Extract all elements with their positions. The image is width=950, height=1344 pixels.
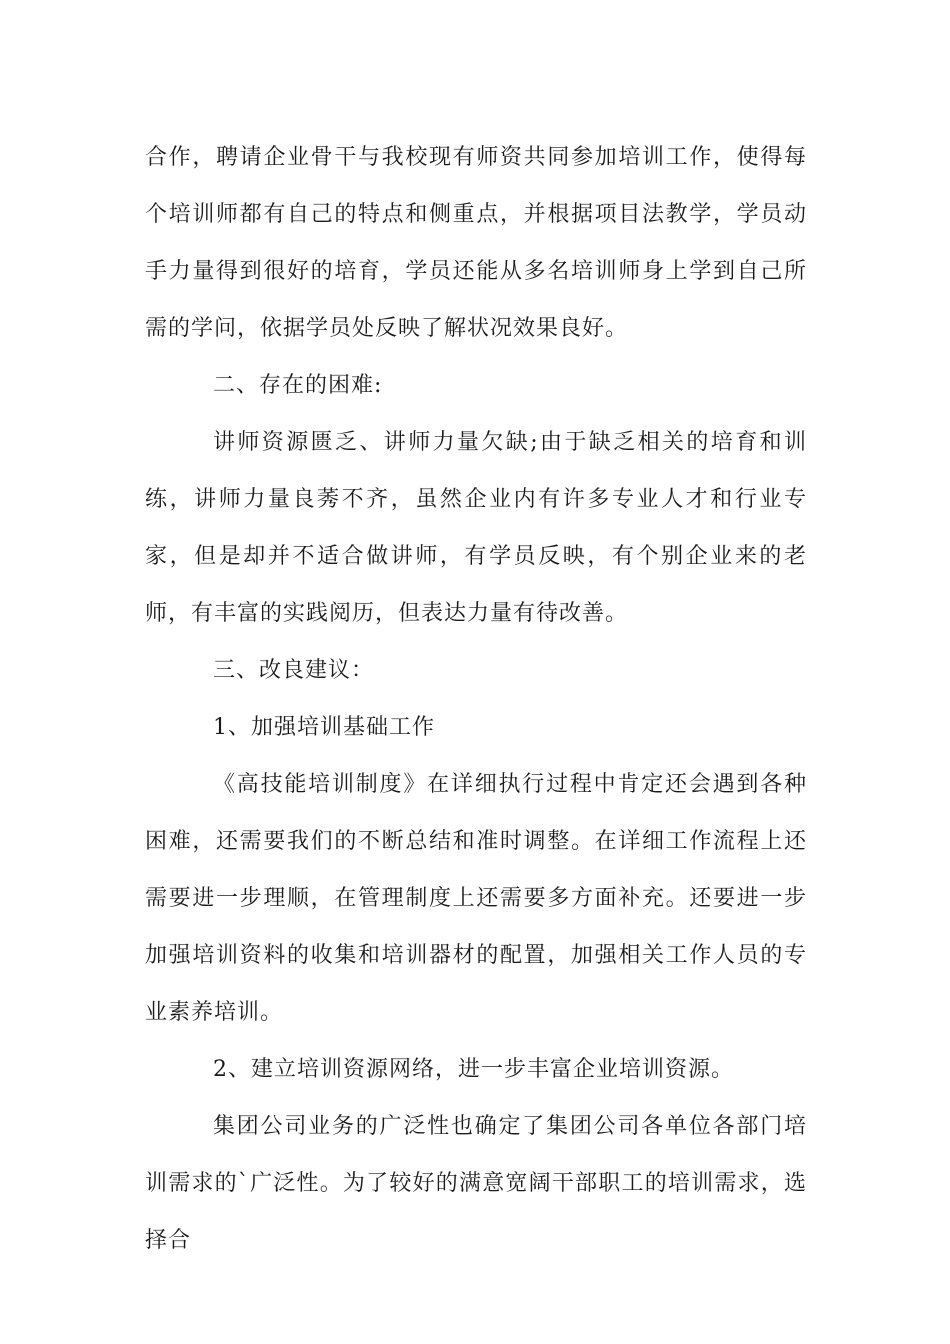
paragraph-cooperation: 合作，聘请企业骨干与我校现有师资共同参加培训工作，使得每个培训师都有自己的特点和侧重点，并根据项目法教学，学员动手力量得到很好的培育，学员还能从多名培训师身上学到自己所需的学问，依据学员处反映了解状况效果良好。 <box>145 145 807 341</box>
document-body <box>145 129 807 1269</box>
heading-difficulties: 二、存在的困难: <box>213 373 383 398</box>
heading-suggestions: 三、改良建议： <box>213 658 375 683</box>
subheading-strengthen-basics: 1、加强培训基础工作 <box>213 715 435 740</box>
subheading-resource-network: 2、建立培训资源网络，进一步丰富企业培训资源。 <box>213 1057 734 1082</box>
paragraph-training-system: 《高技能培训制度》在详细执行过程中肯定还会遇到各种困难，还需要我们的不断总结和准时调整。在详细工作流程上还需要进一步理顺，在管理制度上还需要多方面补充。还要进一步加强培训资料的收集和培训器材的配置，加强相关工作人员的专业素养培训。 <box>145 772 807 1025</box>
paragraph-difficulties: 讲师资源匮乏、讲师力量欠缺;由于缺乏相关的培育和训练，讲师力量良莠不齐，虽然企业内有许多专业人才和行业专家，但是却并不适合做讲师，有学员反映，有个别企业来的老师，有丰富的实践阅历，但表达力量有待改善。 <box>145 430 807 626</box>
paragraph-group-company: 集团公司业务的广泛性也确定了集团公司各单位各部门培训需求的`广泛性。为了较好的满意宽阔干部职工的培训需求，选择合 <box>145 1114 807 1253</box>
